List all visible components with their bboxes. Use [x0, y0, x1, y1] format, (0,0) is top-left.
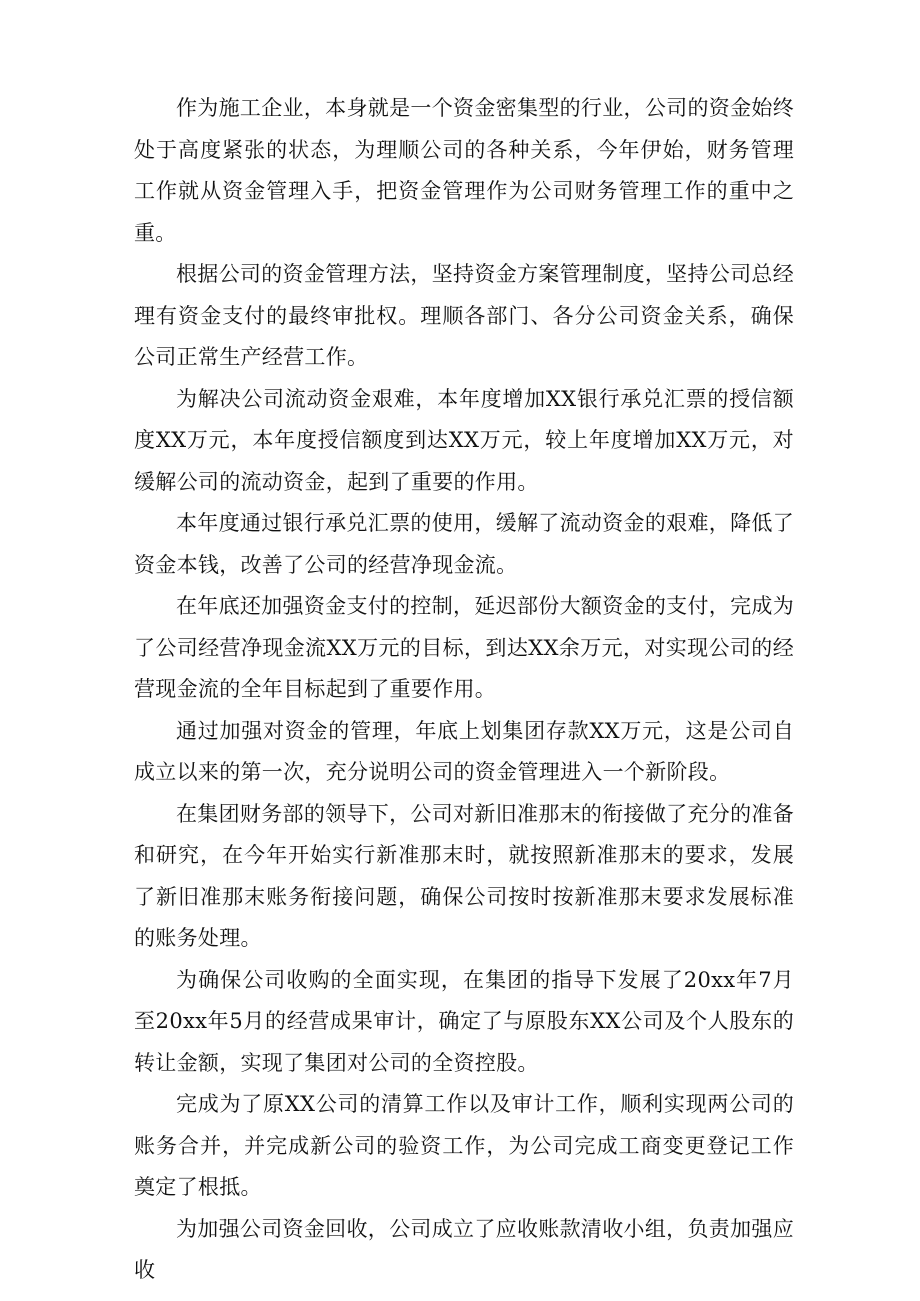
- paragraph-4: 本年度通过银行承兑汇票的使用，缓解了流动资金的艰难，降低了资金本钱，改善了公司的经营净现金流。: [134, 511, 794, 577]
- paragraph-6: 通过加强对资金的管理，年底上划集团存款XX万元，这是公司自成立以来的第一次，充分说明公司的资金管理进入一个新阶段。: [134, 718, 794, 784]
- paragraph-8: 为确保公司收购的全面实现，在集团的指导下发展了20xx年7月至20xx年5月的经营成果审计，确定了与原股东XX公司及个人股东的转让金额，实现了集团对公司的全资控股。: [134, 967, 794, 1075]
- paragraph-3: 为解决公司流动资金艰难，本年度增加XX银行承兑汇票的授信额度XX万元，本年度授信额度到达XX万元，较上年度增加XX万元，对缓解公司的流动资金，起到了重要的作用。: [134, 386, 794, 494]
- paragraph-5: 在年底还加强资金支付的控制，延迟部份大额资金的支付，完成为了公司经营净现金流XX万元的目标，到达XX余万元，对实现公司的经营现金流的全年目标起到了重要作用。: [134, 594, 794, 701]
- paragraph-2: 根据公司的资金管理方法，坚持资金方案管理制度，坚持公司总经理有资金支付的最终审批权。理顺各部门、各分公司资金关系，确保公司正常生产经营工作。: [134, 262, 794, 369]
- paragraph-7: 在集团财务部的领导下，公司对新旧准那末的衔接做了充分的准备和研究，在今年开始实行新准那末时，就按照新准那末的要求，发展了新旧准那末账务衔接问题，确保公司按时按新准那末要求发展标准的账务处理。: [134, 801, 794, 950]
- paragraph-10: 为加强公司资金回收，公司成立了应收账款清收小组，负责加强应收: [134, 1216, 794, 1282]
- paragraph-9: 完成为了原XX公司的清算工作以及审计工作，顺利实现两公司的账务合并，并完成新公司的验资工作，为公司完成工商变更登记工作奠定了根抵。: [134, 1092, 794, 1199]
- document-body: [134, 88, 794, 1292]
- paragraph-1: 作为施工企业，本身就是一个资金密集型的行业，公司的资金始终处于高度紧张的状态，为理顺公司的各种关系，今年伊始，财务管理工作就从资金管理入手，把资金管理作为公司财务管理工作的重中之重。: [134, 96, 794, 245]
